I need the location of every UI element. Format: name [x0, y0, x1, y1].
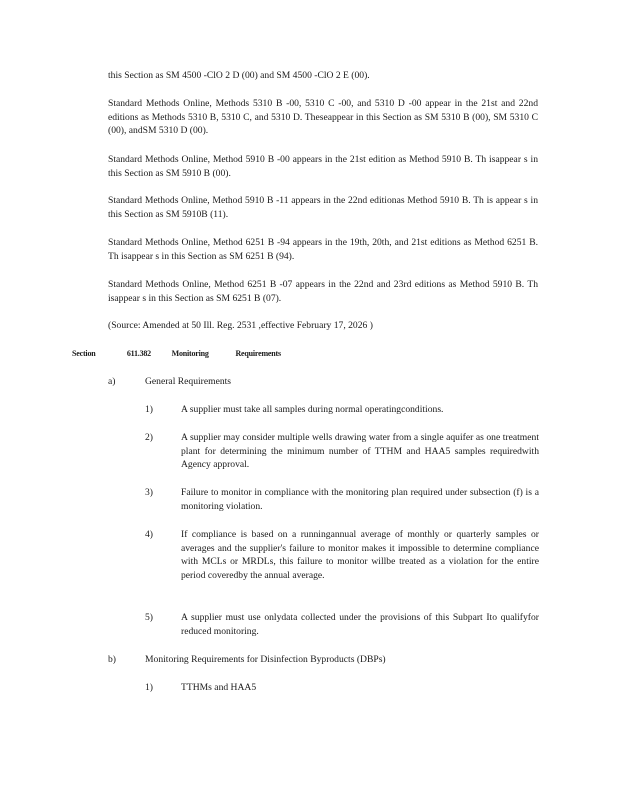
- item-a4-text: If compliance is based on a runningannual average of monthly or quarterly samples or averages and the supplier's failure to monitor makes it impossible to determine compliance with MCLs or MRDLs, this failure to monitor willbe treated as a violation for the entire period coveredby the annual average.: [181, 529, 539, 581]
- subsection-a-label: a): [108, 376, 116, 387]
- item-a2-text: A supplier may consider multiple wells drawing water from a single aquifer as one treatment plant for determining the minimum number of TTHM and HAA5 samples requiredwith Agency approval.: [181, 432, 539, 471]
- item-a1-text: A supplier must take all samples during normal operatingconditions.: [181, 404, 444, 415]
- item-a3-text: Failure to monitor in compliance with the monitoring plan required under subsection (f) is a monitoring violation.: [181, 487, 539, 512]
- section-label: Section: [72, 349, 96, 358]
- paragraph-sm6251-07: Standard Methods Online, Method 6251 B -07 appears in the 22nd and 23rd editions as Method 5910 B. Th isappear s in this Section as SM 6251 B (07).: [108, 279, 538, 304]
- item-a1-label: 1): [145, 404, 153, 415]
- item-a5-text: A supplier must use onlydata collected under the provisions of this Subpart Ito qualifyfor reduced monitoring.: [181, 612, 539, 637]
- subsection-b-title: Monitoring Requirements for Disinfection Byproducts (DBPs): [145, 654, 386, 665]
- item-b1-label: 1): [145, 682, 153, 693]
- section-heading: [72, 347, 281, 361]
- paragraph-sm5910-11: Standard Methods Online, Method 5910 B -11 appears in the 22nd editionas Method 5910 B. Th is appear s in this Section as SM 5910B (11).: [108, 195, 538, 220]
- section-title-word-2: Requirements: [235, 349, 281, 358]
- source-note: (Source: Amended at 50 Ill. Reg. 2531 ,effective February 17, 2026 ): [108, 320, 373, 331]
- paragraph-sm6251-94: Standard Methods Online, Method 6251 B -94 appears in the 19th, 20th, and 21st editions as Method 6251 B. Th isappear s in this Section as SM 6251 B (94).: [108, 237, 538, 262]
- paragraph-sm5310: Standard Methods Online, Methods 5310 B -00, 5310 C -00, and 5310 D -00 appear in the 21st and 22nd editions as Methods 5310 B, 5310 C, and 5310 D. Theseappear in this Section as SM 5310 B (00), SM 5310 C (00), andSM 5310 D (00).: [108, 98, 538, 137]
- section-number: 611.382: [126, 349, 151, 358]
- item-a4-label: 4): [145, 529, 153, 540]
- subsection-a-title: General Requirements: [145, 376, 232, 387]
- section-title-word-1: Monitoring: [171, 349, 209, 358]
- subsection-b-label: b): [108, 654, 116, 665]
- item-a2-label: 2): [145, 432, 153, 443]
- item-a5-label: 5): [145, 612, 153, 623]
- paragraph-continuation: this Section as SM 4500 -ClO 2 D (00) and SM 4500 -ClO 2 E (00).: [108, 70, 370, 81]
- item-b1-text: TTHMs and HAA5: [181, 682, 257, 693]
- paragraph-sm5910-00: Standard Methods Online, Method 5910 B -00 appears in the 21st edition as Method 5910 B. Th isappear s in this Section as SM 5910 B (00).: [108, 154, 538, 179]
- item-a3-label: 3): [145, 487, 153, 498]
